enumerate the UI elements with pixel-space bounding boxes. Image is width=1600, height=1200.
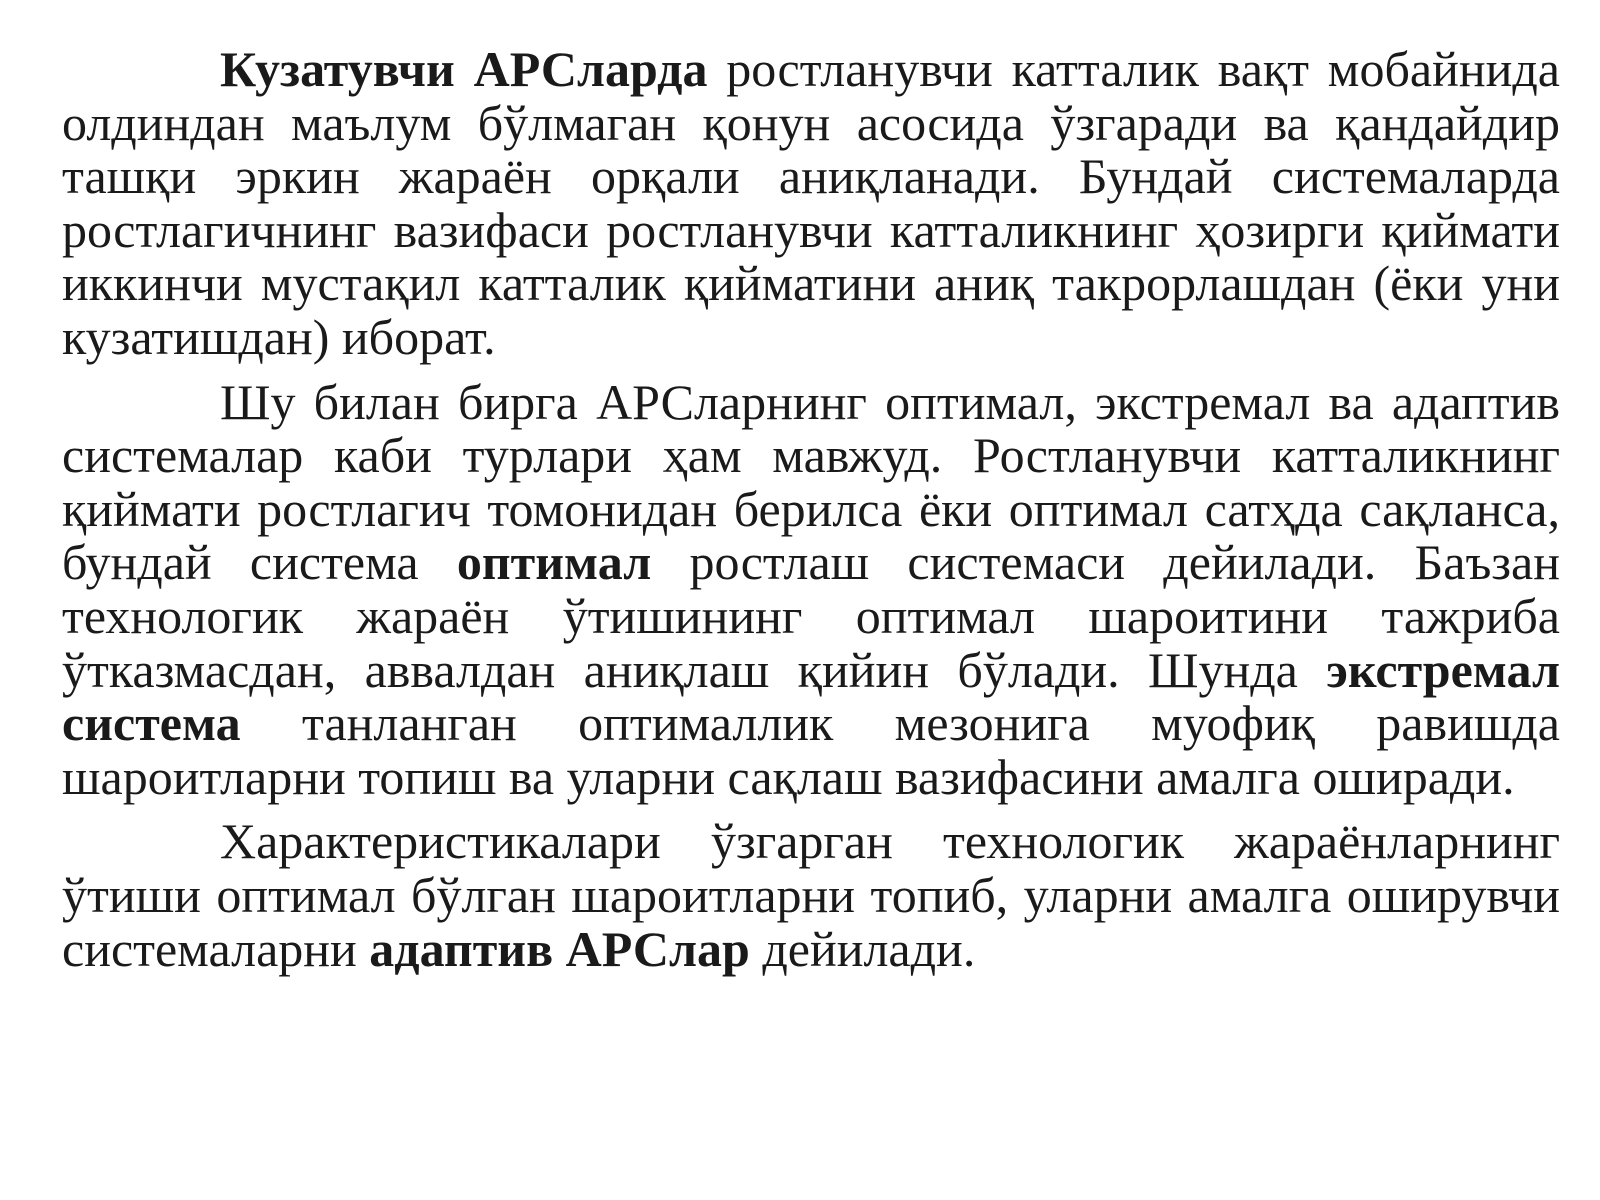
term-extremal-system: экстремал система [62,641,1560,752]
paragraph-text: Характеристикалари ўзгарган технологик жараёнларнинг ўтиши оптимал бўлган шароитларни топиб, уларни амалга оширувчи системаларни [62,813,1560,977]
paragraph-adaptive-systems [62,815,1560,976]
paragraph-text: танланган оптималлик мезонига муофиқ равишда шароитларни топиш ва уларни сақлаш вазифасини амалга оширади. [62,695,1560,805]
paragraph-optimal-extremal-systems [62,373,1561,805]
paragraph-observer-systems [62,43,1560,365]
paragraph-text: ростлаш системаси дейилади. Баъзан технологик жараён ўтишининг оптимал шароитини тажриба ўтказмасдан, аввалдан аниқлаш қийин бўлади. Шунда [62,534,1561,698]
term-optimal: оптимал [456,534,652,591]
term-observer-systems: Кузатувчи АРСларда [220,41,708,97]
paragraph-text: ростланувчи катталик вақт мобайнида олдиндан маълум бўлмаган қонун асосида ўзгаради ва қандайдир ташқи эркин жараён орқали аниқланади. Бундай системаларда ростлагичнинг вазифаси ростланувчи катталикнинг ҳозирги қиймати иккинчи мустақил катталик қийматини аниқ такрорлашдан (ёки уни кузатишдан) иборат. [62,41,1560,365]
paragraph-text: Шу билан бирга АРСларнинг оптимал, экстремал ва адаптив системалар каби турлари ҳам мавжуд. Ростланувчи катталикнинг қиймати ростлагич томонидан берилса ёки оптимал сатҳда сақланса, бундай система [62,373,1560,591]
term-adaptive-systems: адаптив АРСлар [369,920,750,977]
paragraph-text: дейилади. [749,920,976,977]
